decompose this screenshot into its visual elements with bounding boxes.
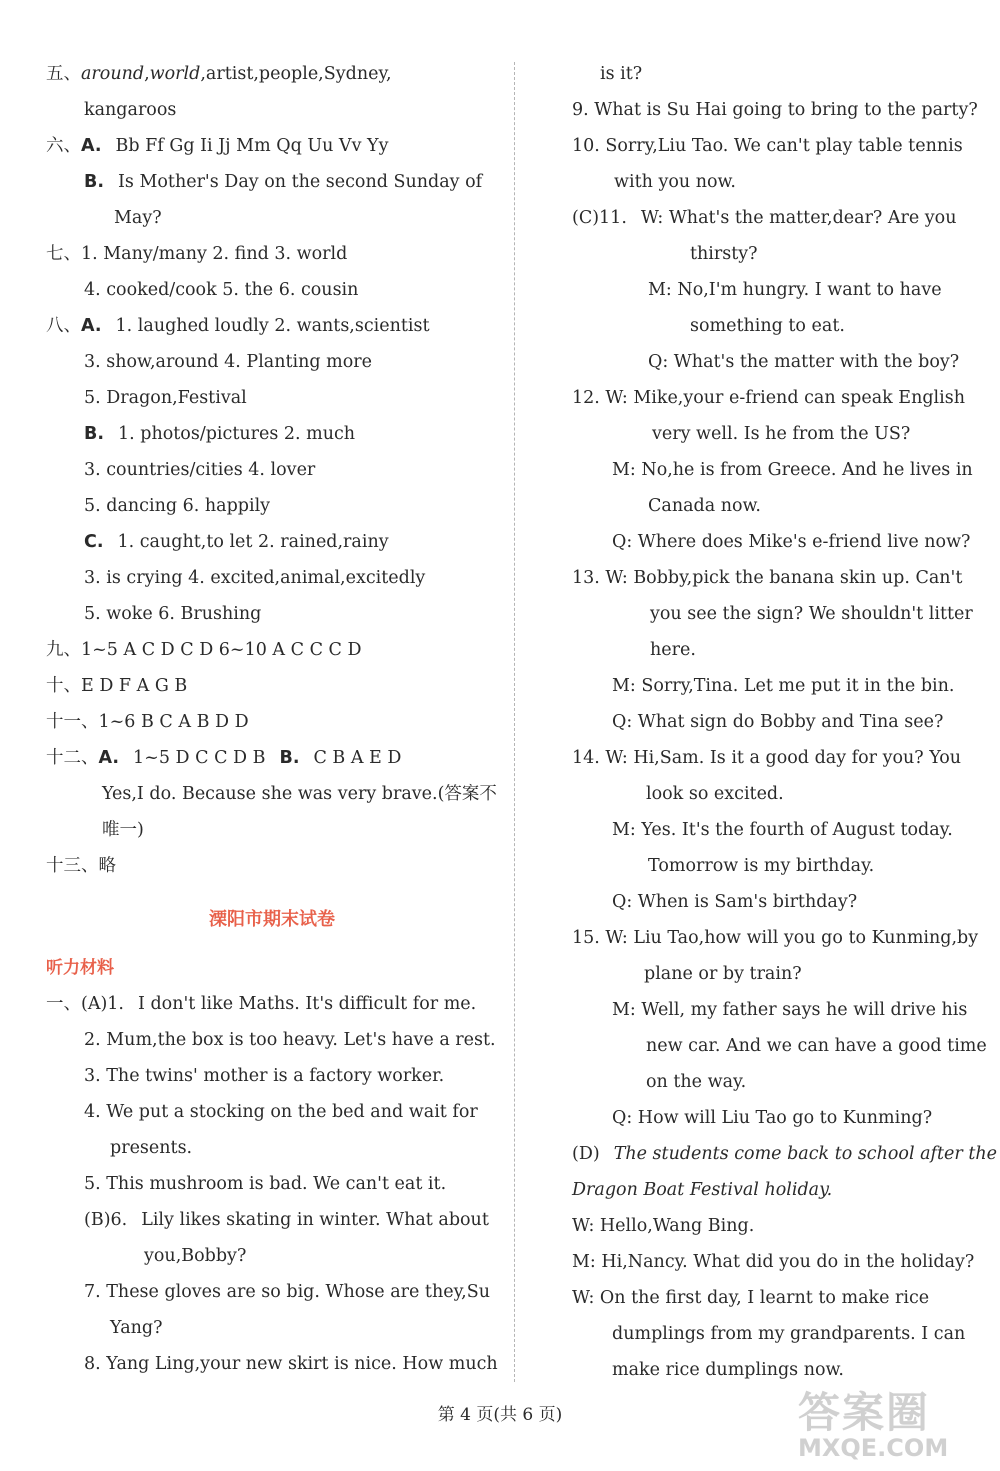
section-8-a-2: 3. show,around 4. Planting more — [84, 352, 373, 372]
section-12-line-2: Yes,I do. Because she was very brave.(答案不 — [102, 784, 497, 804]
exam-title: 溧阳市期末试卷 — [209, 909, 335, 930]
r-line-d1: (D) The students come back to school after the — [572, 1144, 997, 1164]
section-12-line-3: 唯一) — [102, 820, 144, 840]
r-line-11m2: something to eat. — [690, 316, 845, 336]
r-line-w2b: dumplings from my grandparents. I can — [612, 1324, 966, 1344]
r-line-12q: Q: Where does Mike's e-friend live now? — [612, 532, 971, 552]
r-line-12w1: 12. W: Mike,your e-friend can speak English — [572, 388, 965, 408]
right-column — [572, 56, 997, 1388]
r-line-w2a: W: On the first day, I learnt to make rice — [572, 1288, 930, 1308]
r-line-13w2: you see the sign? We shouldn't litter — [650, 604, 973, 624]
listening-line-6a: (B)6. Lily likes skating in winter. What about — [84, 1210, 489, 1230]
r-line-14m2: Tomorrow is my birthday. — [648, 856, 875, 876]
section-8-a-1: 八、A. 1. laughed loudly 2. wants,scientist — [46, 316, 430, 336]
section-8-b-1: B. 1. photos/pictures 2. much — [84, 424, 356, 444]
r-line-13m: M: Sorry,Tina. Let me put it in the bin. — [612, 676, 955, 696]
listening-line-8a: 8. Yang Ling,your new skirt is nice. How much — [84, 1354, 498, 1374]
listening-heading: 听力材料 — [46, 958, 114, 978]
section-7-line-1: 七、1. Many/many 2. find 3. world — [46, 244, 348, 264]
section-8-c-2: 3. is crying 4. excited,animal,excitedly — [84, 568, 426, 588]
listening-line-5: 5. This mushroom is bad. We can't eat it. — [84, 1174, 447, 1194]
section-8-a-3: 5. Dragon,Festival — [84, 388, 247, 408]
r-line-11m1: M: No,I'm hungry. I want to have — [648, 280, 942, 300]
section-9: 九、1~5 A C D C D 6~10 A C C C D — [46, 640, 362, 660]
r-line-10b: with you now. — [614, 172, 736, 192]
section-6-b: B. Is Mother's Day on the second Sunday of — [84, 172, 483, 192]
r-line-13w1: 13. W: Bobby,pick the banana skin up. Can't — [572, 568, 963, 588]
r-line-0: is it? — [600, 64, 643, 84]
listening-line-7a: 7. These gloves are so big. Whose are they,Su — [84, 1282, 490, 1302]
section-7-line-2: 4. cooked/cook 5. the 6. cousin — [84, 280, 359, 300]
r-line-10a: 10. Sorry,Liu Tao. We can't play table tennis — [572, 136, 963, 156]
r-line-12w2: very well. Is he from the US? — [652, 424, 911, 444]
section-6-a: 六、A. Bb Ff Gg Ii Jj Mm Qq Uu Vv Yy — [46, 136, 389, 156]
r-line-15w1: 15. W: Liu Tao,how will you go to Kunming,by — [572, 928, 979, 948]
listening-line-7b: Yang? — [110, 1318, 163, 1338]
r-line-14m1: M: Yes. It's the fourth of August today. — [612, 820, 953, 840]
left-column — [46, 56, 498, 1382]
r-line-w1: W: Hello,Wang Bing. — [572, 1216, 755, 1236]
r-line-11q: Q: What's the matter with the boy? — [648, 352, 960, 372]
r-line-m1: M: Hi,Nancy. What did you do in the holiday? — [572, 1252, 975, 1272]
listening-line-2: 2. Mum,the box is too heavy. Let's have a rest. — [84, 1030, 496, 1050]
section-8-c-1: C. 1. caught,to let 2. rained,rainy — [84, 532, 389, 552]
section-8-b-2: 3. countries/cities 4. lover — [84, 460, 316, 480]
r-line-13q: Q: What sign do Bobby and Tina see? — [612, 712, 944, 732]
watermark-logo — [798, 1380, 988, 1464]
listening-line-1: 一、(A)1. I don't like Maths. It's difficult for me. — [46, 994, 477, 1014]
column-divider — [514, 62, 515, 1382]
r-line-12m2: Canada now. — [648, 496, 761, 516]
section-5-line-2: kangaroos — [84, 100, 177, 120]
section-5-line-1: 五、around,world,artist,people,Sydney, — [46, 64, 392, 84]
section-13: 十三、略 — [46, 856, 116, 876]
r-line-15m2: new car. And we can have a good time — [646, 1036, 987, 1056]
r-line-11w1: (C)11. W: What's the matter,dear? Are you — [572, 208, 957, 228]
r-line-11w2: thirsty? — [690, 244, 758, 264]
watermark-line-2: MXQE.COM — [798, 1434, 949, 1462]
r-line-15m3: on the way. — [646, 1072, 747, 1092]
page-footer: 第 4 页(共 6 页) — [437, 1405, 563, 1425]
listening-line-4a: 4. We put a stocking on the bed and wait for — [84, 1102, 478, 1122]
section-6-b-cont: May? — [114, 208, 162, 228]
r-line-w2c: make rice dumplings now. — [612, 1360, 844, 1380]
watermark-line-1: 答案圈 — [798, 1388, 931, 1437]
section-8-b-3: 5. dancing 6. happily — [84, 496, 271, 516]
listening-line-4b: presents. — [110, 1138, 193, 1158]
r-line-12m1: M: No,he is from Greece. And he lives in — [612, 460, 973, 480]
r-line-13w3: here. — [650, 640, 696, 660]
section-11: 十一、1~6 B C A B D D — [46, 712, 249, 732]
section-10: 十、E D F A G B — [46, 676, 188, 696]
r-line-15w2: plane or by train? — [644, 964, 802, 984]
listening-line-6b: you,Bobby? — [144, 1246, 247, 1266]
r-line-9: 9. What is Su Hai going to bring to the party? — [572, 100, 978, 120]
listening-line-3: 3. The twins' mother is a factory worker. — [84, 1066, 445, 1086]
section-8-c-3: 5. woke 6. Brushing — [84, 604, 262, 624]
r-line-14w1: 14. W: Hi,Sam. Is it a good day for you? You — [572, 748, 962, 768]
section-12-line-1: 十二、A. 1~5 D C C D B B. C B A E D — [46, 748, 402, 768]
r-line-14q: Q: When is Sam's birthday? — [612, 892, 858, 912]
r-line-15q: Q: How will Liu Tao go to Kunming? — [612, 1108, 933, 1128]
r-line-15m1: M: Well, my father says he will drive his — [612, 1000, 968, 1020]
r-line-d2: Dragon Boat Festival holiday. — [572, 1180, 833, 1200]
r-line-14w2: look so excited. — [646, 784, 784, 804]
